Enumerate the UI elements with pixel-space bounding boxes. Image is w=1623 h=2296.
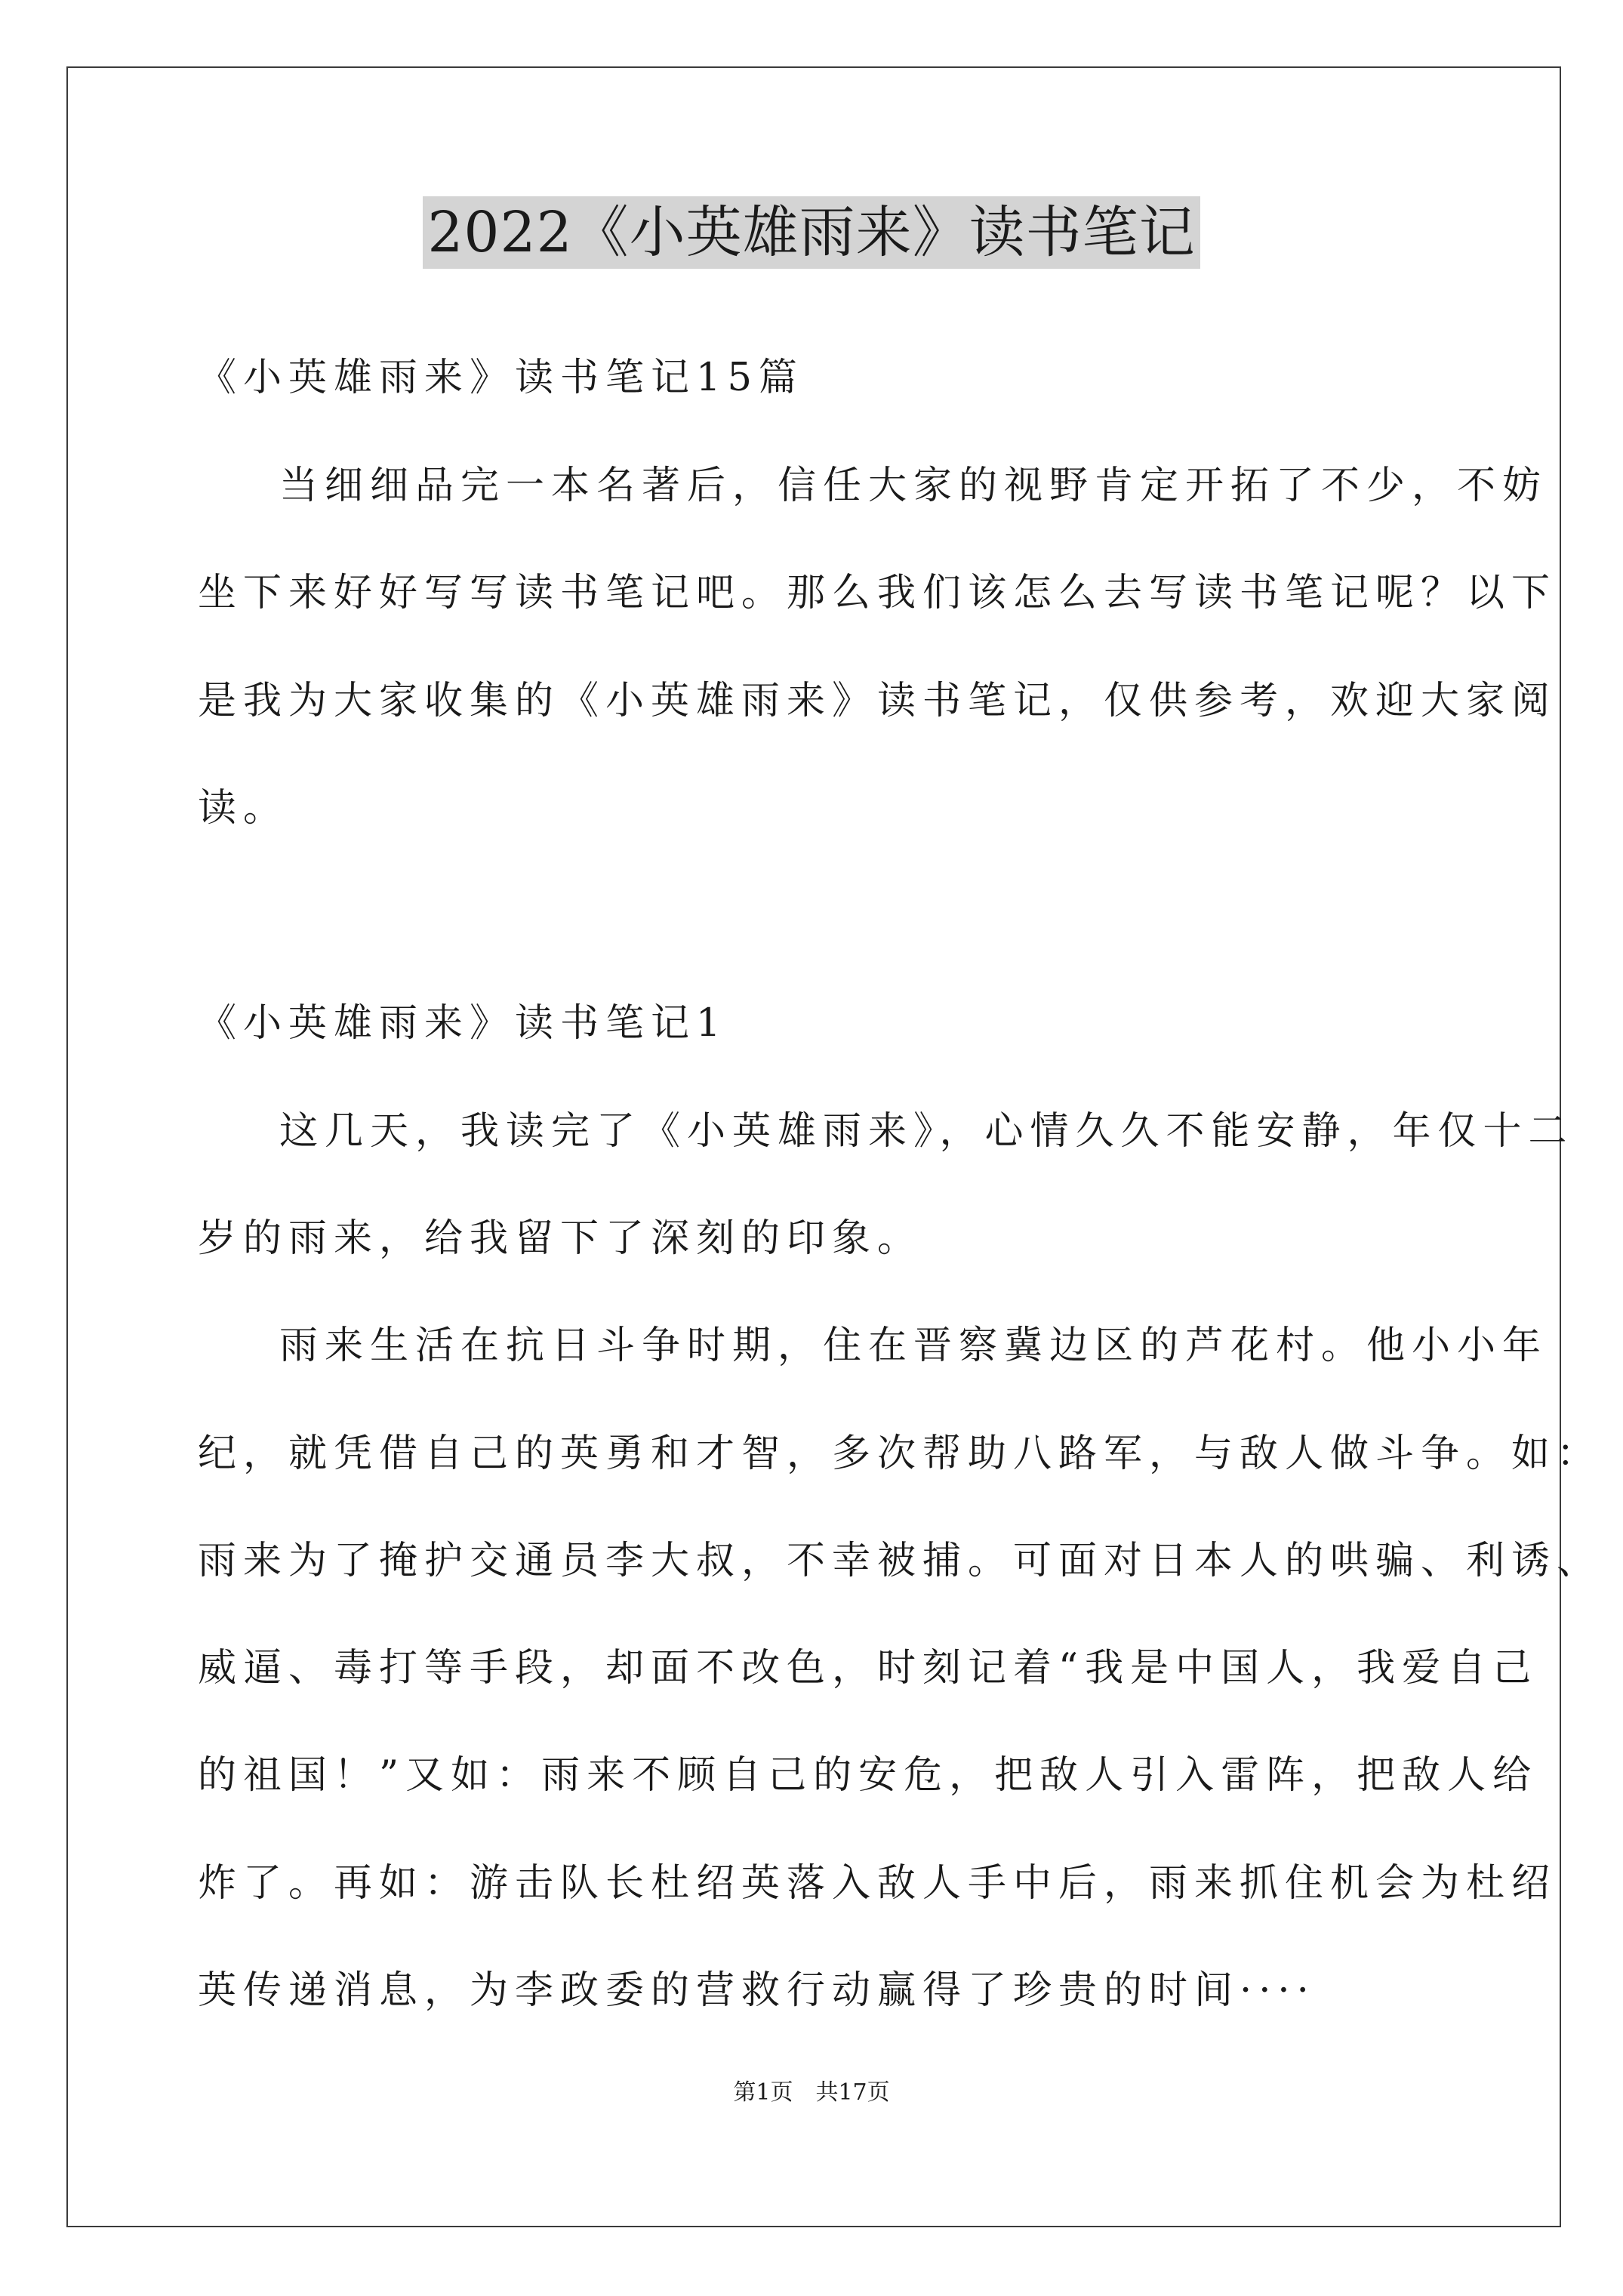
paragraph-line: 纪，就凭借自己的英勇和才智，多次帮助八路军，与敌人做斗争。如：	[198, 1432, 1603, 1476]
intro-line: 读。	[198, 786, 289, 831]
document-title: 2022《小英雄雨来》读书笔记	[423, 196, 1200, 269]
document-subtitle: 《小英雄雨来》读书笔记15篇	[198, 356, 804, 400]
intro-line: 坐下来好好写写读书笔记吧。那么我们该怎么去写读书笔记呢？以下	[198, 571, 1557, 615]
page-number: 第1页 共17页	[733, 2079, 890, 2106]
paragraph-line: 的祖国！”又如：雨来不顾自己的安危，把敌人引入雷阵，把敌人给	[198, 1753, 1538, 1798]
paragraph-line: 雨来为了掩护交通员李大叔，不幸被捕。可面对日本人的哄骗、利诱、	[198, 1539, 1603, 1583]
paragraph-line: 雨来生活在抗日斗争时期，住在晋察冀边区的芦花村。他小小年	[279, 1324, 1548, 1368]
section-heading: 《小英雄雨来》读书笔记1	[198, 1001, 728, 1046]
intro-line: 是我为大家收集的《小英雄雨来》读书笔记，仅供参考，欢迎大家阅	[198, 679, 1557, 723]
paragraph-line: 这几天，我读完了《小英雄雨来》，心情久久不能安静，年仅十二	[279, 1109, 1574, 1154]
title-container	[0, 196, 1623, 269]
intro-line: 当细细品完一本名著后，信任大家的视野肯定开拓了不少，不妨	[279, 464, 1548, 508]
paragraph-line: 威逼、毒打等手段，却面不改色，时刻记着“我是中国人，我爱自己	[198, 1646, 1538, 1690]
paragraph-line: 岁的雨来，给我留下了深刻的印象。	[198, 1216, 923, 1261]
paragraph-line: 炸了。再如：游击队长杜绍英落入敌人手中后，雨来抓住机会为杜绍	[198, 1861, 1557, 1906]
paragraph-line: 英传递消息，为李政委的营救行动赢得了珍贵的时间····	[198, 1968, 1316, 2013]
